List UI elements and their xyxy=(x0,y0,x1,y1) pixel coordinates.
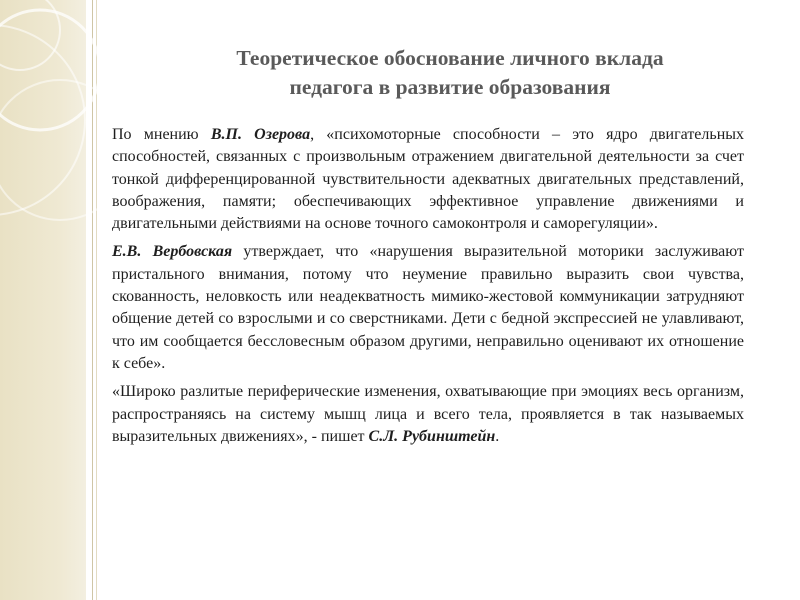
author-ozerov: В.П. Озерова xyxy=(210,126,311,143)
paragraph-2-text: утверждает, что «нарушения выразительной моторики заслуживают пристального внимания, потому что неумение правильно выразить свои чувства, скованность, неловкость или неадекватность мимико-жестовой коммуникации затрудняют общение детей со взрослыми и со сверстниками. Дети с бедной экспрессией не улавливают, что им сообщается бессловесным образом другими, неправильно оценивают их отношение к себе». xyxy=(112,243,745,372)
paragraph-3-end: . xyxy=(495,427,500,445)
author-rubinstein: С.Л. Рубинштейн xyxy=(368,427,496,445)
title-line-1: Теоретическое обоснование личного вклада xyxy=(236,46,664,70)
paragraph-rubinstein xyxy=(112,381,744,448)
author-verbovskaya: Е.В. Вербовская xyxy=(112,243,233,261)
paragraph-ozerov xyxy=(112,124,744,235)
slide-body xyxy=(112,124,744,454)
paragraph-verbovskaya xyxy=(112,241,744,375)
slide-title xyxy=(150,44,750,102)
paragraph-1-text: , «психомоторные способности – это ядро двигательных способностей, связанных с произвольным отражением двигательной деятельности за счет тонкой дифференцированной чувствительности адекватных двигательных представлений, воображения, памяти; обеспечивающих эффективное управление движениями и двигательными действиями на основе точного самоконтроля и саморегуляции». xyxy=(112,126,744,233)
title-line-2: педагога в развитие образования xyxy=(289,75,611,99)
paragraph-1-lead: По мнению xyxy=(112,126,211,143)
paragraph-3-text: «Широко разлитые периферические изменения, охватывающие при эмоциях весь организм, распространяясь на систему мышц лица и всего тела, проявляется в так называемых выразительных движениях», - пишет xyxy=(112,383,744,445)
